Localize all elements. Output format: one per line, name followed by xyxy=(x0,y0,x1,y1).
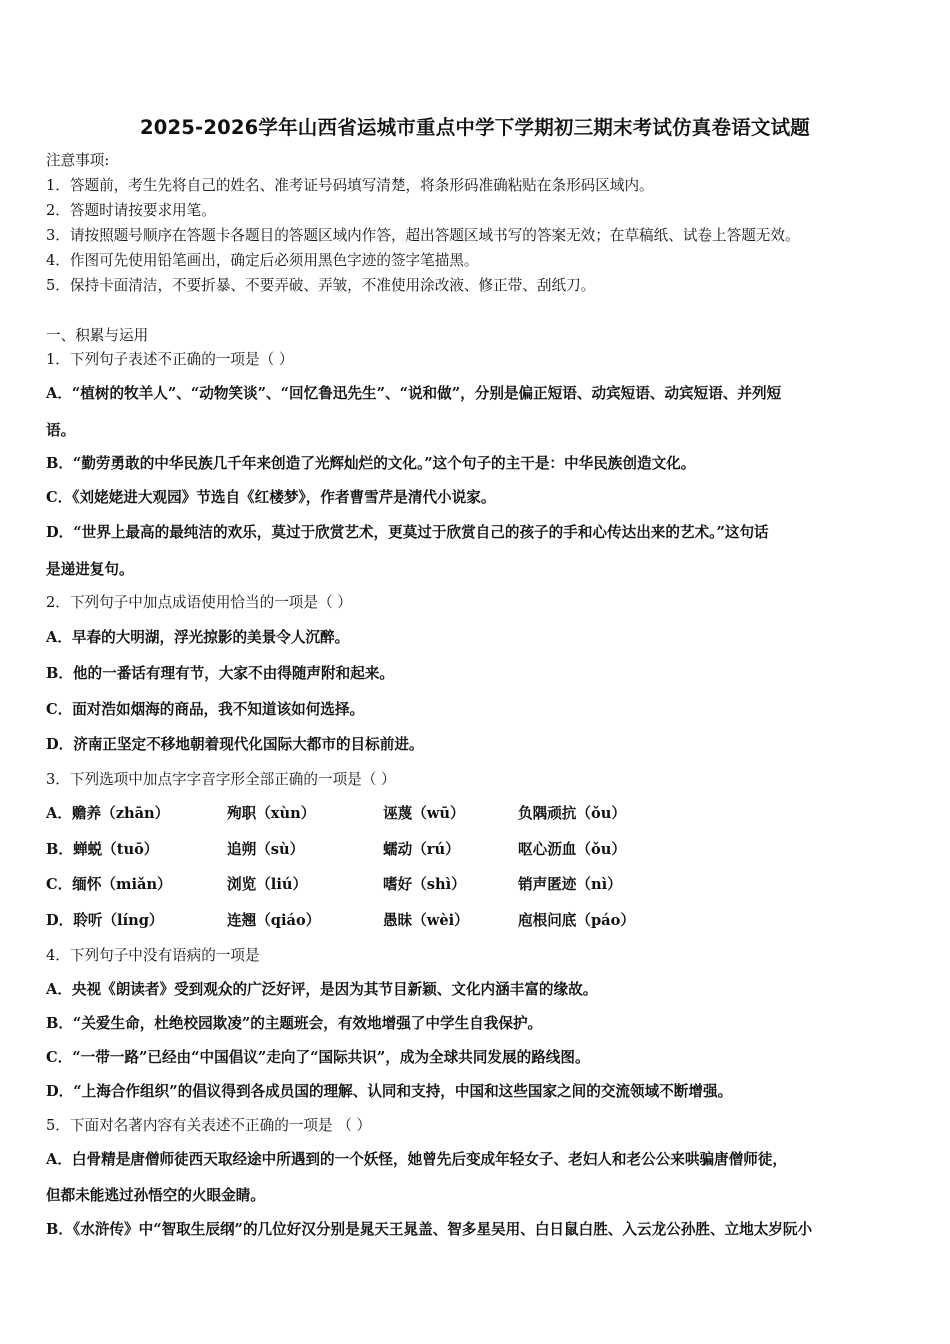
question-2-option-a: A．早春的大明湖，浮光掠影的美景令人沉醉。 xyxy=(46,629,350,646)
option-word: 销声匿迹（nì） xyxy=(518,876,622,893)
option-word: 追朔（sù） xyxy=(227,841,305,858)
notice-item: 5．保持卡面清洁，不要折暴、不要弄破、弄皱，不准使用涂改液、修正带、刮纸刀。 xyxy=(46,277,596,294)
notice-item: 4．作图可先使用铅笔画出，确定后必须用黑色字迹的签字笔描黑。 xyxy=(46,252,479,269)
question-5-option-a-cont: 但都未能逃过孙悟空的火眼金睛。 xyxy=(46,1187,265,1204)
option-word: 愚昧（wèi） xyxy=(383,912,469,929)
question-3-option-b xyxy=(46,840,906,860)
notice-heading: 注意事项: xyxy=(46,152,110,169)
question-1-option-d: D．“世界上最高的最纯洁的欢乐，莫过于欣赏艺术，更莫过于欣赏自己的孩子的手和心传达出来的艺术。”这句话 xyxy=(46,524,769,541)
option-label: A．赡养（zhān） xyxy=(46,805,170,822)
question-3-option-a xyxy=(46,804,906,824)
option-label: C．缅怀（miǎn） xyxy=(46,876,172,893)
option-word: 蠕动（rú） xyxy=(383,841,460,858)
question-3-stem: 3．下列选项中加点字字音字形全部正确的一项是（ ） xyxy=(46,771,396,788)
option-label: B．蝉蜕（tuō） xyxy=(46,841,159,858)
question-1-stem: 1．下列句子表述不正确的一项是（ ） xyxy=(46,351,294,368)
question-1-option-a-cont: 语。 xyxy=(46,422,76,439)
section-heading: 一、积累与运用 xyxy=(46,327,149,344)
question-4-stem: 4．下列句子中没有语病的一项是 xyxy=(46,947,260,964)
notice-item: 2．答题时请按要求用笔。 xyxy=(46,202,216,219)
option-word: 呕心沥血（ǒu） xyxy=(518,841,626,858)
option-label: D．聆听（líng） xyxy=(46,912,164,929)
option-word: 殉职（xùn） xyxy=(227,805,316,822)
question-4-option-b: B．“关爱生命，杜绝校园欺凌”的主题班会，有效地增强了中学生自我保护。 xyxy=(46,1015,543,1032)
question-1-option-b: B．“勤劳勇敢的中华民族几千年来创造了光辉灿烂的文化。”这个句子的主干是：中华民族创造文化。 xyxy=(46,455,696,472)
notice-item: 1．答题前，考生先将自己的姓名、准考证号码填写清楚，将条形码准确粘贴在条形码区域内。 xyxy=(46,177,654,194)
question-5-option-a: A．白骨精是唐僧师徒西天取经途中所遇到的一个妖怪，她曾先后变成年轻女子、老妇人和老公公来哄骗唐僧师徒， xyxy=(46,1151,788,1168)
option-word: 庖根问底（páo） xyxy=(518,912,635,929)
option-word: 嗜好（shì） xyxy=(383,876,466,893)
question-2-option-b: B．他的一番话有理有节，大家不由得随声附和起来。 xyxy=(46,665,394,682)
question-5-option-b: B．《水浒传》中“智取生辰纲”的几位好汉分别是晁天王晁盖、智多星吴用、白日鼠白胜、入云龙公孙胜、立地太岁阮小 xyxy=(46,1221,813,1238)
question-1-option-d-cont: 是递进复句。 xyxy=(46,561,134,578)
option-word: 诬蔑（wū） xyxy=(383,805,465,822)
question-4-option-c: C．“一带一路”已经由“中国倡议”走向了“国际共识”，成为全球共同发展的路线图。 xyxy=(46,1049,590,1066)
question-4-option-a: A．央视《朗读者》受到观众的广泛好评，是因为其节目新颖、文化内涵丰富的缘故。 xyxy=(46,981,598,998)
page-title: 2025-2026学年山西省运城市重点中学下学期初三期末考试仿真卷语文试题 xyxy=(139,116,811,139)
question-2-option-d: D．济南正坚定不移地朝着现代化国际大都市的目标前进。 xyxy=(46,736,424,753)
question-3-option-d xyxy=(46,911,906,931)
question-4-option-d: D．“上海合作组织”的倡议得到各成员国的理解、认同和支持，中国和这些国家之间的交流领域不断增强。 xyxy=(46,1083,733,1100)
option-word: 连翘（qiáo） xyxy=(227,912,321,929)
question-5-stem: 5．下面对名著内容有关表述不正确的一项是 （ ） xyxy=(46,1117,372,1134)
option-word: 浏览（liú） xyxy=(227,876,308,893)
option-word: 负隅顽抗（ǒu） xyxy=(518,805,626,822)
question-1-option-a: A．“植树的牧羊人”、“动物笑谈”、“回忆鲁迅先生”、“说和做”，分别是偏正短语、动宾短语、动宾短语、并列短 xyxy=(46,385,782,402)
notice-item: 3．请按照题号顺序在答题卡各题目的答题区域内作答，超出答题区域书写的答案无效；在草稿纸、试卷上答题无效。 xyxy=(46,227,800,244)
question-2-stem: 2．下列句子中加点成语使用恰当的一项是（ ） xyxy=(46,594,352,611)
question-1-option-c: C．《刘姥姥进大观园》节选自《红楼梦》，作者曹雪芹是清代小说家。 xyxy=(46,489,496,506)
question-3-option-c xyxy=(46,875,906,895)
question-2-option-c: C．面对浩如烟海的商品，我不知道该如何选择。 xyxy=(46,701,365,718)
